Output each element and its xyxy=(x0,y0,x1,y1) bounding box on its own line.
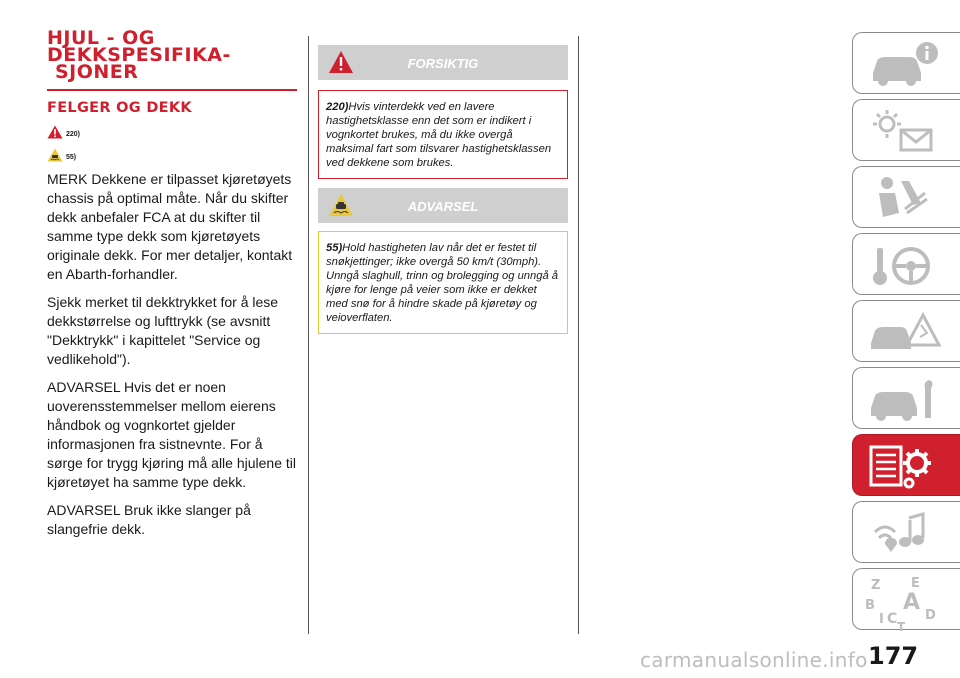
car-crash-warning-icon xyxy=(865,307,945,357)
paragraph: MERK Dekkene er tilpasset kjøretøyets chassis på optimal måte. Når du skifter dekk anbefaler FCA at du skifter til samme type dekk som kjøretøyets originale dekk. For mer detaljer, kontakt en Abarth-forhandler. xyxy=(47,171,293,282)
specifications-gear-icon xyxy=(865,441,945,491)
car-info-icon xyxy=(865,39,945,89)
warning-number: 55) xyxy=(326,242,343,254)
paragraph: ADVARSEL Hvis det er noen uoverensstemmelser mellom eierens håndbok og vognkortet gjelder informasjonen fra sistnevnte. For å sørge for trygg kjøring må alle hjulene til kjøretøyet ha samme type dekk. xyxy=(47,379,296,490)
index-letter: A xyxy=(903,590,921,615)
index-letter: D xyxy=(925,608,936,623)
column-divider xyxy=(308,36,309,634)
paragraph: ADVARSEL Bruk ikke slanger på slangefrie dekk. xyxy=(47,502,251,537)
tab-airbag-seat[interactable] xyxy=(852,166,960,228)
tab-multimedia[interactable] xyxy=(852,501,960,563)
caution-text: Hvis vinterdekk ved en lavere hastighetsklasse enn det som er indikert i vognkortet brukes, må du ikke overgå maksimal fart som tilsvarer hastighetsklassen ved dekkene som brukes. xyxy=(326,101,552,169)
warning-box-header xyxy=(318,188,568,223)
caution-box-header xyxy=(318,45,568,80)
car-wrench-icon xyxy=(865,374,945,424)
warning-box-body xyxy=(318,231,568,334)
tab-key-steering[interactable] xyxy=(852,233,960,295)
caution-box-body xyxy=(318,90,568,179)
tab-dashboard-lights[interactable] xyxy=(852,99,960,161)
tab-specifications[interactable] xyxy=(852,434,960,496)
watermark: carmanualsonline.info xyxy=(640,648,868,672)
warning-heading: ADVARSEL xyxy=(407,199,479,214)
section-title: FELGER OG DEKK xyxy=(47,100,192,116)
body-text xyxy=(47,170,297,539)
alphabetical-index-icon xyxy=(865,575,945,631)
caution-box xyxy=(318,45,568,179)
tab-car-info[interactable] xyxy=(852,32,960,94)
title-divider xyxy=(47,89,297,91)
tab-maintenance[interactable] xyxy=(852,367,960,429)
chapter-title-line: HJUL - OG xyxy=(47,27,155,49)
index-letter: I xyxy=(879,612,884,627)
index-letter: T xyxy=(897,620,906,631)
paragraph: Sjekk merket til dekktrykket for å lese dekkstørrelse og lufttrykk (se avsnitt "Dekktrykk" i kapittelet "Service og vedlikehold"). xyxy=(47,294,279,367)
chapter-title-line: DEKKSPESIFIKA- xyxy=(47,44,231,66)
reference-caution[interactable] xyxy=(47,121,297,139)
index-letter: C xyxy=(887,611,898,627)
warning-triangle-icon xyxy=(47,125,63,139)
warning-text: Hold hastigheten lav når det er festet til snøkjettinger; ikke overgå 50 km/t (30mph). Unngå slaghull, trinn og brolegging og unngå å kjøre for lenge på veier som ikke er dekket med snø for å hindre skade på kjøretøy og veioverflaten. xyxy=(326,242,559,324)
index-letter: Z xyxy=(871,578,881,593)
tab-emergency[interactable] xyxy=(852,300,960,362)
chapter-title xyxy=(47,27,297,83)
middle-column xyxy=(318,45,568,334)
key-steering-wheel-icon xyxy=(865,240,945,290)
index-letter: B xyxy=(865,598,875,613)
column-divider xyxy=(578,36,579,634)
tab-index[interactable] xyxy=(852,568,960,630)
car-skid-icon xyxy=(47,148,63,162)
left-column xyxy=(47,27,297,548)
caution-number: 220) xyxy=(326,101,349,113)
dashboard-lights-icon xyxy=(865,106,945,156)
chapter-title-line: SJONER xyxy=(55,61,139,83)
reference-warning[interactable] xyxy=(47,144,297,162)
page-number: 177 xyxy=(868,642,919,670)
reference-number: 220) xyxy=(66,131,81,138)
caution-heading: FORSIKTIG xyxy=(407,56,479,71)
reference-number: 55) xyxy=(66,154,77,161)
multimedia-music-icon xyxy=(865,508,945,558)
airbag-seat-icon xyxy=(865,173,945,223)
warning-box xyxy=(318,188,568,334)
index-letter: E xyxy=(911,576,920,591)
